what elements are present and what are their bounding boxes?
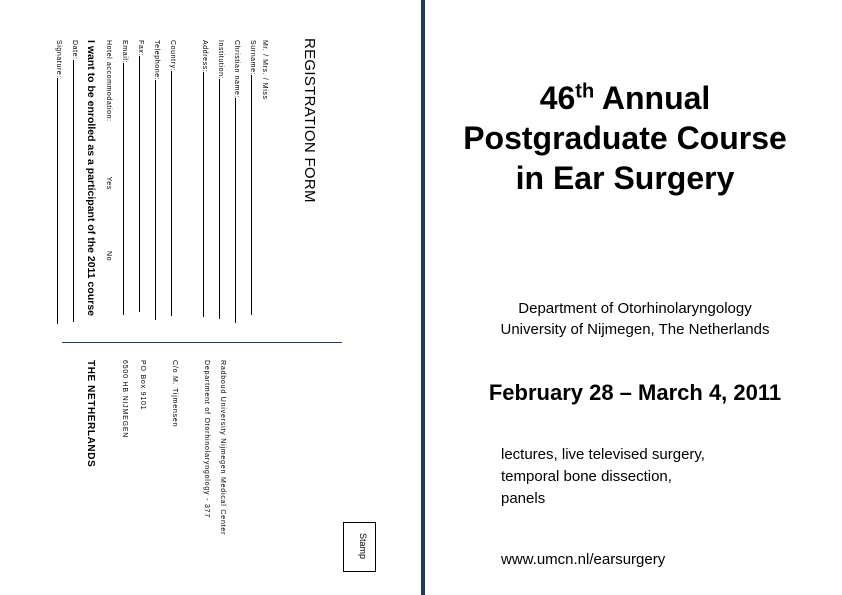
title-suffix: th: [575, 80, 595, 103]
christian-name-line[interactable]: [235, 98, 236, 323]
activity-item: lectures, live televised surgery,: [501, 446, 705, 463]
christian-name-field[interactable]: [233, 40, 240, 323]
hotel-label: Hotel accommodation:: [105, 40, 112, 122]
address-label: Address:: [201, 40, 208, 73]
surname-field[interactable]: [249, 40, 256, 315]
hotel-field[interactable]: [105, 40, 112, 261]
email-label: Email:: [121, 40, 128, 64]
christian-name-label: Christian name:: [233, 40, 240, 99]
mail-address-line-5: 6500 HB NIJMEGEN: [121, 360, 128, 439]
country-field[interactable]: [169, 40, 176, 316]
mail-address-line-2: Department of Otorhinolaryngology - 377: [203, 360, 210, 519]
form-divider-line: [62, 342, 342, 343]
mail-address-country: THE NETHERLANDS: [85, 360, 96, 468]
surname-label: Surname:: [249, 40, 256, 76]
signature-line[interactable]: [57, 78, 58, 324]
department-line-2: University of Nijmegen, The Netherlands: [500, 321, 770, 338]
department-line-1: Department of Otorhinolaryngology: [518, 300, 752, 317]
institution-label: Institution:: [217, 40, 224, 80]
course-title: [425, 78, 825, 198]
department-info: [445, 298, 825, 340]
hotel-yes-option[interactable]: Yes: [105, 176, 112, 190]
website-link[interactable]: www.umcn.nl/earsurgery: [501, 551, 666, 568]
fax-label: Fax:: [137, 40, 144, 57]
surname-line[interactable]: [251, 75, 252, 315]
country-label: Country:: [169, 40, 176, 72]
signature-label: Signature:: [55, 40, 62, 78]
activity-item: temporal bone dissection,: [501, 468, 672, 485]
date-field[interactable]: [71, 40, 78, 322]
signature-field[interactable]: [55, 40, 62, 324]
enroll-statement: I want to be enrolled as a participant of the 2011 course: [85, 40, 97, 316]
telephone-line[interactable]: [155, 80, 156, 320]
flyer-panel: [425, 0, 842, 595]
date-line[interactable]: [73, 60, 74, 322]
title-prefix-field[interactable]: [261, 40, 268, 100]
telephone-field[interactable]: [153, 40, 160, 320]
institution-field[interactable]: [217, 40, 224, 319]
email-field[interactable]: [121, 40, 128, 315]
title-number: 46: [539, 80, 576, 116]
telephone-label: Telephone:: [153, 40, 160, 81]
mail-address-line-4: PO Box 9101: [139, 360, 146, 411]
title-prefix-label: Mr. / Mrs. / Miss: [261, 40, 268, 100]
title-line1-rest: Annual: [594, 80, 711, 116]
mail-address-line-3: C/o M. Tijmensen: [171, 360, 178, 428]
date-label: Date:: [71, 40, 78, 60]
institution-line[interactable]: [219, 79, 220, 319]
activities-list: [501, 444, 821, 510]
course-dates: February 28 – March 4, 2011: [488, 380, 782, 405]
address-line[interactable]: [203, 72, 204, 317]
address-field[interactable]: [201, 40, 208, 317]
hotel-no-option[interactable]: No: [105, 250, 112, 262]
stamp-box: [343, 522, 376, 572]
stamp-label: Stamp: [358, 533, 368, 560]
country-line[interactable]: [171, 71, 172, 316]
mail-address-line-1: Radboud University Nijmegen Medical Center: [219, 360, 226, 536]
fax-line[interactable]: [139, 56, 140, 312]
activity-item: panels: [501, 490, 546, 507]
title-line-2: Postgraduate Course: [463, 120, 787, 156]
email-line[interactable]: [123, 63, 124, 315]
title-line-3: in Ear Surgery: [515, 160, 735, 196]
fax-field[interactable]: [137, 40, 144, 312]
registration-form-title: REGISTRATION FORM: [301, 38, 318, 203]
